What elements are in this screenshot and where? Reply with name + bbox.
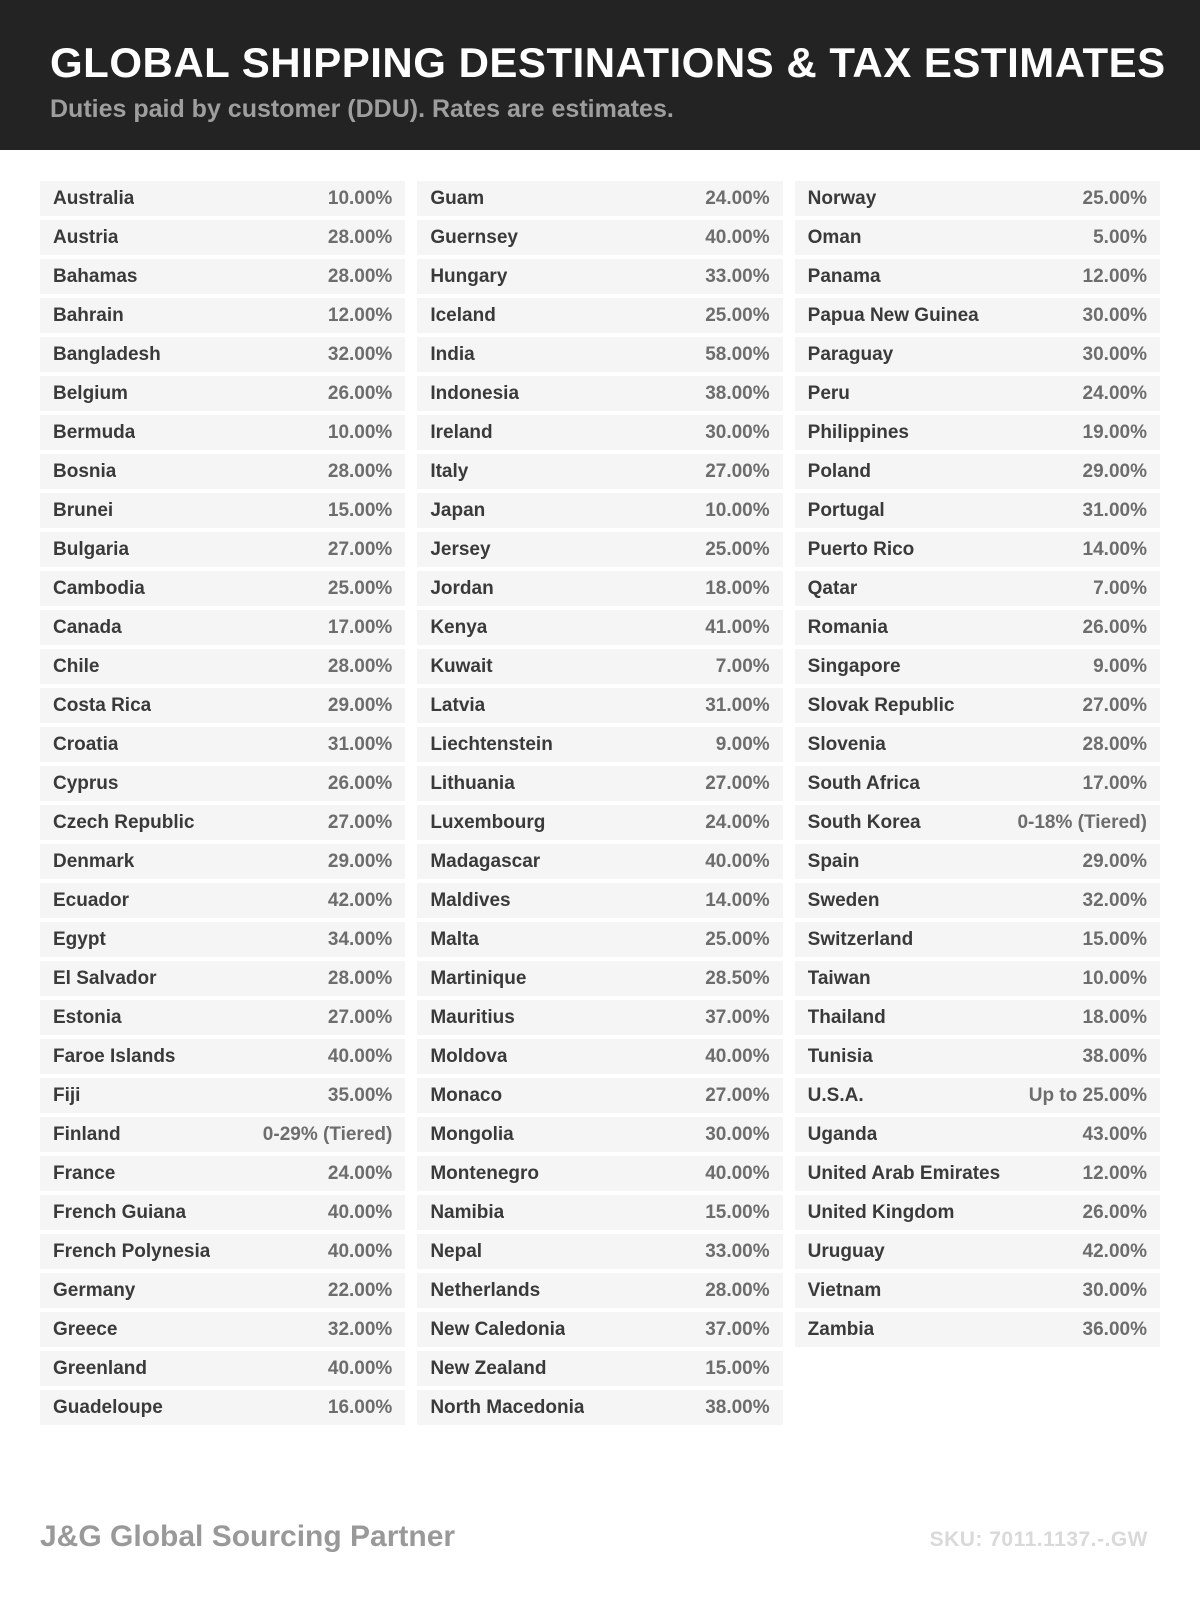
- table-row: [417, 337, 782, 372]
- tax-rate: 25.00%: [1082, 187, 1147, 209]
- country-name: Bermuda: [53, 421, 136, 443]
- tax-rate: 15.00%: [705, 1201, 770, 1223]
- tax-rate: 25.00%: [705, 928, 770, 950]
- tax-rate: 33.00%: [705, 1240, 770, 1262]
- table-row: [40, 1039, 405, 1074]
- table-row: [795, 961, 1160, 996]
- tax-rate: 40.00%: [327, 1201, 393, 1223]
- table-row: [417, 961, 782, 996]
- tax-rate: 12.00%: [327, 304, 393, 326]
- tax-column-1: [40, 181, 405, 1429]
- tax-rate: 31.00%: [327, 733, 393, 755]
- table-row: [417, 454, 782, 489]
- table-row: [417, 922, 782, 957]
- country-name: U.S.A.: [807, 1084, 864, 1106]
- page-subtitle: Duties paid by customer (DDU). Rates are estimates.: [50, 95, 674, 124]
- tax-rate: 42.00%: [1082, 1240, 1147, 1262]
- table-row: [40, 1273, 405, 1308]
- tax-rate: 18.00%: [1082, 1006, 1147, 1028]
- country-name: Kenya: [430, 616, 488, 638]
- tax-rate: 58.00%: [705, 343, 770, 365]
- table-row: [417, 1390, 782, 1425]
- tax-rate: 42.00%: [327, 889, 393, 911]
- tax-rate: 10.00%: [705, 499, 770, 521]
- table-row: [417, 1078, 782, 1113]
- country-name: Nepal: [430, 1240, 483, 1262]
- tax-rate: 28.00%: [327, 967, 393, 989]
- page-title: GLOBAL SHIPPING DESTINATIONS & TAX ESTIMATES: [50, 39, 1166, 86]
- table-row: [417, 1156, 782, 1191]
- tax-rate: 25.00%: [705, 304, 770, 326]
- country-name: Poland: [807, 460, 871, 482]
- table-row: [40, 805, 405, 840]
- table-row: [417, 727, 782, 762]
- country-name: Malta: [430, 928, 479, 950]
- table-row: [795, 649, 1160, 684]
- country-name: Zambia: [807, 1318, 875, 1340]
- table-row: [40, 844, 405, 879]
- country-name: Guam: [430, 187, 485, 209]
- tax-rate: 26.00%: [327, 382, 393, 404]
- tax-rate: 38.00%: [705, 382, 770, 404]
- table-row: [795, 805, 1160, 840]
- table-row: [795, 1000, 1160, 1035]
- country-name: Uruguay: [807, 1240, 885, 1262]
- tax-rate: 27.00%: [1082, 694, 1147, 716]
- table-row: [795, 1312, 1160, 1347]
- table-row: [417, 1351, 782, 1386]
- tax-rate: 37.00%: [705, 1006, 770, 1028]
- table-row: [795, 376, 1160, 411]
- tax-rate: 41.00%: [705, 616, 770, 638]
- country-name: Chile: [53, 655, 100, 677]
- table-row: [40, 1117, 405, 1152]
- table-row: [40, 1312, 405, 1347]
- country-name: Fiji: [53, 1084, 81, 1106]
- country-name: Sweden: [807, 889, 880, 911]
- country-name: Hungary: [430, 265, 508, 287]
- table-row: [417, 844, 782, 879]
- table-row: [40, 610, 405, 645]
- table-row: [417, 298, 782, 333]
- tax-rate: 30.00%: [1082, 343, 1147, 365]
- table-row: [40, 415, 405, 450]
- country-name: Tunisia: [807, 1045, 873, 1067]
- country-name: Costa Rica: [53, 694, 152, 716]
- tax-rate: 40.00%: [705, 1045, 770, 1067]
- country-name: Paraguay: [807, 343, 894, 365]
- page-header: [0, 0, 1200, 150]
- country-name: Germany: [53, 1279, 136, 1301]
- country-name: Jersey: [430, 538, 491, 560]
- table-row: [417, 1312, 782, 1347]
- tax-rate: 40.00%: [327, 1045, 393, 1067]
- country-name: Spain: [807, 850, 860, 872]
- country-name: Martinique: [430, 967, 527, 989]
- tax-rate: 0-18% (Tiered): [1017, 811, 1147, 833]
- tax-rate: 18.00%: [705, 577, 770, 599]
- table-row: [40, 766, 405, 801]
- country-name: Slovenia: [807, 733, 886, 755]
- country-name: Brunei: [53, 499, 114, 521]
- tax-rate: 27.00%: [327, 811, 393, 833]
- country-name: Liechtenstein: [430, 733, 553, 755]
- tax-rate: 27.00%: [327, 538, 393, 560]
- country-name: Netherlands: [430, 1279, 541, 1301]
- tax-rate: 28.50%: [705, 967, 770, 989]
- table-row: [40, 922, 405, 957]
- tax-rate: 24.00%: [1082, 382, 1147, 404]
- table-row: [795, 1039, 1160, 1074]
- country-name: Bosnia: [53, 460, 117, 482]
- table-row: [40, 376, 405, 411]
- tax-rate: 26.00%: [1082, 1201, 1147, 1223]
- table-row: [40, 883, 405, 918]
- country-name: Belgium: [53, 382, 128, 404]
- tax-rate: 40.00%: [705, 1162, 770, 1184]
- table-row: [40, 1351, 405, 1386]
- table-row: [795, 1273, 1160, 1308]
- table-row: [417, 610, 782, 645]
- country-name: Ecuador: [53, 889, 130, 911]
- table-row: [40, 1000, 405, 1035]
- country-name: Finland: [53, 1123, 121, 1145]
- table-row: [40, 727, 405, 762]
- country-name: Lithuania: [430, 772, 515, 794]
- tax-rate: 36.00%: [1082, 1318, 1147, 1340]
- country-name: Puerto Rico: [807, 538, 915, 560]
- table-row: [795, 1234, 1160, 1269]
- country-name: Montenegro: [430, 1162, 540, 1184]
- table-row: [795, 883, 1160, 918]
- table-row: [40, 1156, 405, 1191]
- table-row: [417, 1195, 782, 1230]
- country-name: Portugal: [807, 499, 885, 521]
- country-name: Maldives: [430, 889, 511, 911]
- country-name: Singapore: [807, 655, 901, 677]
- country-name: French Polynesia: [53, 1240, 211, 1262]
- tax-rate: 33.00%: [705, 265, 770, 287]
- country-name: Papua New Guinea: [807, 304, 979, 326]
- tax-rate: 27.00%: [705, 772, 770, 794]
- table-row: [417, 1000, 782, 1035]
- country-name: Philippines: [807, 421, 910, 443]
- tax-rate: 9.00%: [1093, 655, 1147, 677]
- tax-table: [0, 150, 1200, 1429]
- tax-rate: 38.00%: [1082, 1045, 1147, 1067]
- table-row: [795, 766, 1160, 801]
- table-row: [40, 493, 405, 528]
- tax-rate: 37.00%: [705, 1318, 770, 1340]
- tax-rate: 7.00%: [715, 655, 770, 677]
- tax-rate: 40.00%: [327, 1240, 393, 1262]
- table-row: [417, 1039, 782, 1074]
- tax-rate: 26.00%: [1082, 616, 1147, 638]
- tax-rate: 22.00%: [327, 1279, 393, 1301]
- table-row: [417, 532, 782, 567]
- tax-rate: 31.00%: [1082, 499, 1147, 521]
- tax-rate: 24.00%: [327, 1162, 393, 1184]
- table-row: [795, 532, 1160, 567]
- country-name: Faroe Islands: [53, 1045, 176, 1067]
- table-row: [417, 883, 782, 918]
- table-row: [40, 649, 405, 684]
- tax-rate: 40.00%: [327, 1357, 393, 1379]
- table-row: [417, 649, 782, 684]
- table-row: [795, 844, 1160, 879]
- table-row: [795, 259, 1160, 294]
- tax-rate: 30.00%: [705, 421, 770, 443]
- country-name: Indonesia: [430, 382, 520, 404]
- table-row: [417, 1117, 782, 1152]
- tax-rate: 34.00%: [327, 928, 393, 950]
- tax-rate: 28.00%: [705, 1279, 770, 1301]
- table-row: [795, 337, 1160, 372]
- table-row: [40, 1195, 405, 1230]
- table-row: [40, 961, 405, 996]
- table-row: [417, 766, 782, 801]
- country-name: Namibia: [430, 1201, 505, 1223]
- country-name: Monaco: [430, 1084, 503, 1106]
- tax-rate: 16.00%: [327, 1396, 393, 1418]
- country-name: Egypt: [53, 928, 106, 950]
- table-row: [40, 259, 405, 294]
- tax-rate: 10.00%: [327, 421, 393, 443]
- table-row: [417, 1273, 782, 1308]
- table-row: [795, 1078, 1160, 1113]
- country-name: Moldova: [430, 1045, 508, 1067]
- country-name: Cambodia: [53, 577, 145, 599]
- country-name: Ireland: [430, 421, 493, 443]
- table-row: [417, 259, 782, 294]
- sku-label: SKU: 7011.1137.-.GW: [929, 1528, 1148, 1551]
- tax-rate: 27.00%: [327, 1006, 393, 1028]
- table-row: [417, 415, 782, 450]
- tax-rate: 28.00%: [327, 265, 393, 287]
- tax-rate: 15.00%: [327, 499, 393, 521]
- tax-rate: 30.00%: [1082, 1279, 1147, 1301]
- tax-rate: 29.00%: [1082, 850, 1147, 872]
- country-name: Luxembourg: [430, 811, 546, 833]
- table-row: [795, 415, 1160, 450]
- country-name: Guadeloupe: [53, 1396, 163, 1418]
- tax-rate: 30.00%: [1082, 304, 1147, 326]
- country-name: Bangladesh: [53, 343, 161, 365]
- tax-rate: 43.00%: [1082, 1123, 1147, 1145]
- table-row: [40, 571, 405, 606]
- country-name: Norway: [807, 187, 877, 209]
- tax-rate: 40.00%: [705, 226, 770, 248]
- table-row: [417, 805, 782, 840]
- tax-column-2: [417, 181, 782, 1429]
- tax-rate: 10.00%: [1082, 967, 1147, 989]
- country-name: Greece: [53, 1318, 118, 1340]
- tax-rate: 10.00%: [327, 187, 393, 209]
- country-name: New Zealand: [430, 1357, 547, 1379]
- country-name: Mongolia: [430, 1123, 514, 1145]
- table-row: [40, 688, 405, 723]
- country-name: French Guiana: [53, 1201, 187, 1223]
- tax-rate: 28.00%: [327, 460, 393, 482]
- tax-rate: 25.00%: [705, 538, 770, 560]
- country-name: South Korea: [807, 811, 921, 833]
- country-name: Estonia: [53, 1006, 122, 1028]
- tax-rate: 24.00%: [705, 187, 770, 209]
- country-name: Mauritius: [430, 1006, 515, 1028]
- country-name: New Caledonia: [430, 1318, 566, 1340]
- tax-rate: 35.00%: [327, 1084, 393, 1106]
- country-name: Thailand: [807, 1006, 886, 1028]
- country-name: United Arab Emirates: [807, 1162, 1001, 1184]
- country-name: Taiwan: [807, 967, 871, 989]
- tax-rate: 40.00%: [705, 850, 770, 872]
- tax-rate: 12.00%: [1082, 1162, 1147, 1184]
- table-row: [795, 220, 1160, 255]
- country-name: Japan: [430, 499, 486, 521]
- country-name: Slovak Republic: [807, 694, 955, 716]
- country-name: Cyprus: [53, 772, 119, 794]
- country-name: United Kingdom: [807, 1201, 955, 1223]
- country-name: Australia: [53, 187, 135, 209]
- tax-rate: 29.00%: [327, 850, 393, 872]
- table-row: [417, 571, 782, 606]
- tax-rate: 32.00%: [1082, 889, 1147, 911]
- country-name: Iceland: [430, 304, 496, 326]
- table-row: [795, 1117, 1160, 1152]
- tax-rate: 32.00%: [327, 343, 393, 365]
- tax-rate: 17.00%: [327, 616, 393, 638]
- table-row: [40, 337, 405, 372]
- tax-rate: 15.00%: [705, 1357, 770, 1379]
- table-row: [40, 1234, 405, 1269]
- country-name: Peru: [807, 382, 850, 404]
- table-row: [417, 1234, 782, 1269]
- table-row: [795, 922, 1160, 957]
- table-row: [40, 1078, 405, 1113]
- country-name: North Macedonia: [430, 1396, 585, 1418]
- country-name: Canada: [53, 616, 122, 638]
- tax-rate: 27.00%: [705, 1084, 770, 1106]
- country-name: Panama: [807, 265, 881, 287]
- tax-rate: 15.00%: [1082, 928, 1147, 950]
- tax-rate: 14.00%: [705, 889, 770, 911]
- tax-rate: 28.00%: [327, 226, 393, 248]
- tax-rate: 38.00%: [705, 1396, 770, 1418]
- table-row: [40, 298, 405, 333]
- tax-rate: 19.00%: [1082, 421, 1147, 443]
- tax-rate: 24.00%: [705, 811, 770, 833]
- tax-rate: 7.00%: [1093, 577, 1147, 599]
- tax-rate: 9.00%: [715, 733, 770, 755]
- tax-rate: 31.00%: [705, 694, 770, 716]
- table-row: [795, 1195, 1160, 1230]
- tax-rate: Up to 25.00%: [1028, 1084, 1147, 1106]
- table-row: [40, 532, 405, 567]
- tax-rate: 30.00%: [705, 1123, 770, 1145]
- country-name: Denmark: [53, 850, 135, 872]
- table-row: [795, 1156, 1160, 1191]
- table-row: [795, 688, 1160, 723]
- country-name: Greenland: [53, 1357, 147, 1379]
- country-name: Switzerland: [807, 928, 914, 950]
- country-name: France: [53, 1162, 116, 1184]
- country-name: El Salvador: [53, 967, 157, 989]
- tax-column-3: [795, 181, 1160, 1429]
- page-footer: [0, 1520, 1200, 1554]
- tax-rate: 0-29% (Tiered): [262, 1123, 393, 1145]
- country-name: Italy: [430, 460, 469, 482]
- tax-rate: 5.00%: [1093, 226, 1147, 248]
- brand-name: J&G Global Sourcing Partner: [40, 1520, 456, 1553]
- tax-rate: 25.00%: [327, 577, 393, 599]
- tax-rate: 26.00%: [327, 772, 393, 794]
- tax-rate: 12.00%: [1082, 265, 1147, 287]
- table-row: [417, 493, 782, 528]
- table-row: [795, 571, 1160, 606]
- table-row: [795, 454, 1160, 489]
- tax-rate: 28.00%: [327, 655, 393, 677]
- country-name: Croatia: [53, 733, 119, 755]
- country-name: Guernsey: [430, 226, 518, 248]
- country-name: Oman: [807, 226, 862, 248]
- country-name: Madagascar: [430, 850, 541, 872]
- tax-rate: 17.00%: [1082, 772, 1147, 794]
- country-name: Jordan: [430, 577, 494, 599]
- table-row: [40, 454, 405, 489]
- table-row: [40, 181, 405, 216]
- country-name: Czech Republic: [53, 811, 195, 833]
- tax-rate: 32.00%: [327, 1318, 393, 1340]
- country-name: Vietnam: [807, 1279, 882, 1301]
- table-row: [40, 220, 405, 255]
- country-name: Uganda: [807, 1123, 878, 1145]
- table-row: [417, 181, 782, 216]
- table-row: [417, 376, 782, 411]
- tax-rate: 28.00%: [1082, 733, 1147, 755]
- table-row: [795, 493, 1160, 528]
- table-row: [417, 688, 782, 723]
- tax-rate: 29.00%: [327, 694, 393, 716]
- table-row: [40, 1390, 405, 1425]
- table-row: [795, 298, 1160, 333]
- country-name: Austria: [53, 226, 119, 248]
- tax-rate: 14.00%: [1082, 538, 1147, 560]
- table-row: [795, 181, 1160, 216]
- table-row: [795, 610, 1160, 645]
- country-name: Bulgaria: [53, 538, 130, 560]
- country-name: Romania: [807, 616, 888, 638]
- tax-rate: 27.00%: [705, 460, 770, 482]
- country-name: Bahamas: [53, 265, 138, 287]
- country-name: Kuwait: [430, 655, 493, 677]
- country-name: Qatar: [807, 577, 858, 599]
- table-row: [795, 727, 1160, 762]
- country-name: South Africa: [807, 772, 920, 794]
- country-name: Latvia: [430, 694, 486, 716]
- country-name: India: [430, 343, 475, 365]
- country-name: Bahrain: [53, 304, 124, 326]
- table-row: [417, 220, 782, 255]
- tax-rate: 29.00%: [1082, 460, 1147, 482]
